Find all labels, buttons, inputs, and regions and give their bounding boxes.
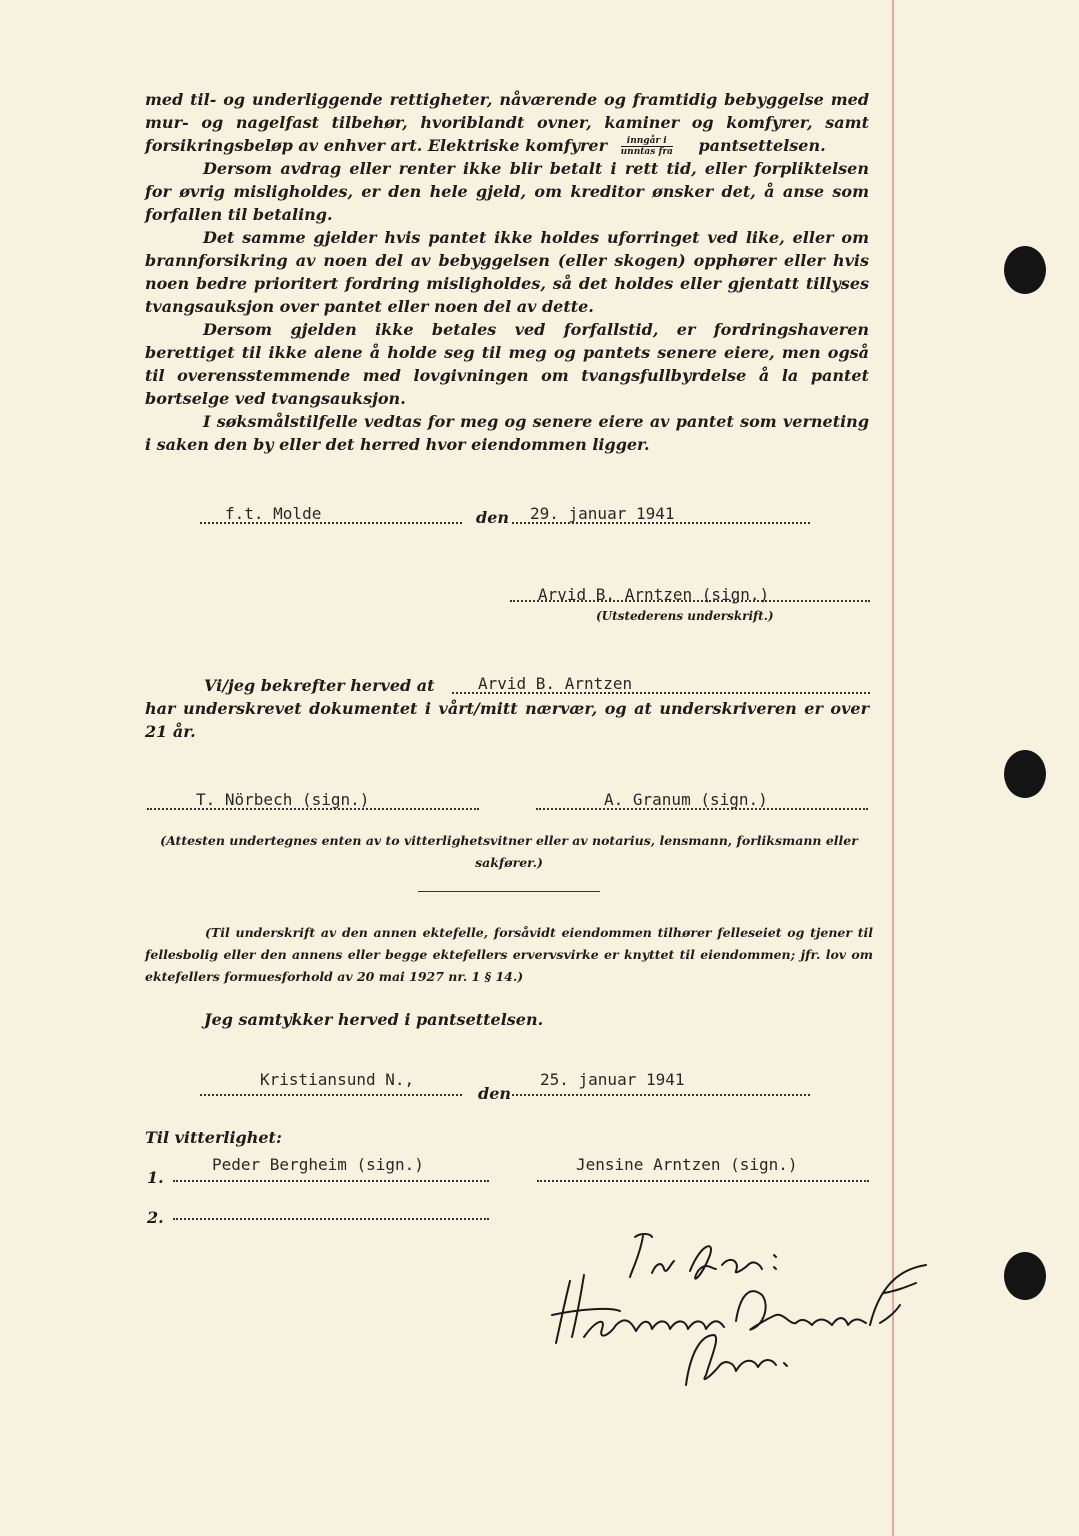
paragraph-text: med til- og underliggende rettigheter, nåværende og framtidig bebyggelse med mur- og nagelfast tilbehør, hvoriblandt ovner, kaminer og komfyrer, samt forsikringsbeløp av enhver art. Elektriske komfyrer [145,90,869,155]
paragraph: I søksmålstilfelle vedtas for meg og senere eiere av pantet som verneting i saken den by eller det herred hvor eiendommen ligger. [145,412,869,454]
dotted-line [537,1180,869,1182]
fraction-bottom: unntas fra [620,147,673,157]
body-text [145,88,869,456]
dotted-line [173,1218,489,1220]
paragraph [145,88,869,157]
fraction-choice [621,136,673,157]
issuer-signature: Arvid B. Arntzen (sign.) [538,585,770,604]
paragraph: Dersom gjelden ikke betales ved forfallstid, er fordringshaveren berettiget til ikke alene å holde seg til meg og pantets senere eiere, men også til overensstemmende med lovgivningen om tvangsfullbyrdelse å la pantet bortselge ved tvangsauksjon. [145,320,869,408]
dotted-line [200,1094,462,1096]
spouse-date: 25. januar 1941 [540,1070,685,1089]
punch-hole [1004,750,1046,798]
attest-name: Arvid B. Arntzen [478,674,633,693]
attest-lead: Vi/jeg bekrefter herved at [204,676,435,695]
attest-note: (Attesten undertegnes enten av to vitterlighetsvitner eller av notarius, lensmann, forliksmann eller sakfører.) [160,833,858,870]
issuer-caption: (Utstederens underskrift.) [596,609,774,623]
divider [418,891,600,892]
spouse-note: (Til underskrift av den annen ektefelle, forsåvidt eiendommen tilhører felleseiet og tjener til fellesbolig eller den annens eller begge ektefellers ervervsvirke er knyttet til eiendommen; jfr. lov om ektefellers formuesforhold av 20 mai 1927 nr. 1 § 14.) [145,925,873,984]
dotted-line [512,1094,810,1096]
signer-name: Jensine Arntzen (sign.) [576,1155,798,1174]
date-value: 29. januar 1941 [530,504,675,523]
witness-name: Peder Bergheim (sign.) [212,1155,424,1174]
spouse-place: Kristiansund N., [260,1070,415,1089]
punch-hole [1004,1252,1046,1300]
handwritten-signature [540,1225,940,1395]
den-label: den [478,1084,511,1103]
dotted-line [173,1180,489,1182]
paragraph: Dersom avdrag eller renter ikke blir betalt i rett tid, eller forpliktelsen for øvrig misligholdes, er den hele gjeld, om kreditor ønsker det, å anse som forfallen til betaling. [145,159,869,224]
fraction-top: inngår i [621,136,673,147]
witness-number: 2. [147,1208,164,1227]
witness2-signature: A. Granum (sign.) [604,790,768,809]
place-value: f.t. Molde [225,504,322,523]
witness-label: Til vitterlighet: [145,1128,282,1147]
den-label: den [476,508,509,527]
witness-number: 1. [147,1168,164,1187]
paragraph: Det samme gjelder hvis pantet ikke holdes uforringet ved like, eller om brannforsikring av noen del av bebyggelsen (eller skogen) opphører eller hvis noen bedre prioritert fordring misligholdes, så det holdes eller gjentatt tillyses tvangsauksjon over pantet eller noen del av dette. [145,228,869,316]
witness1-signature: T. Nörbech (sign.) [196,790,370,809]
consent-text: Jeg samtykker herved i pantsettelsen. [204,1010,544,1029]
attest-text: har underskrevet dokumentet i vårt/mitt nærvær, og at underskriveren er over 21 år. [145,699,869,741]
punch-hole [1004,246,1046,294]
paragraph-text: pantsettelsen. [698,136,826,155]
